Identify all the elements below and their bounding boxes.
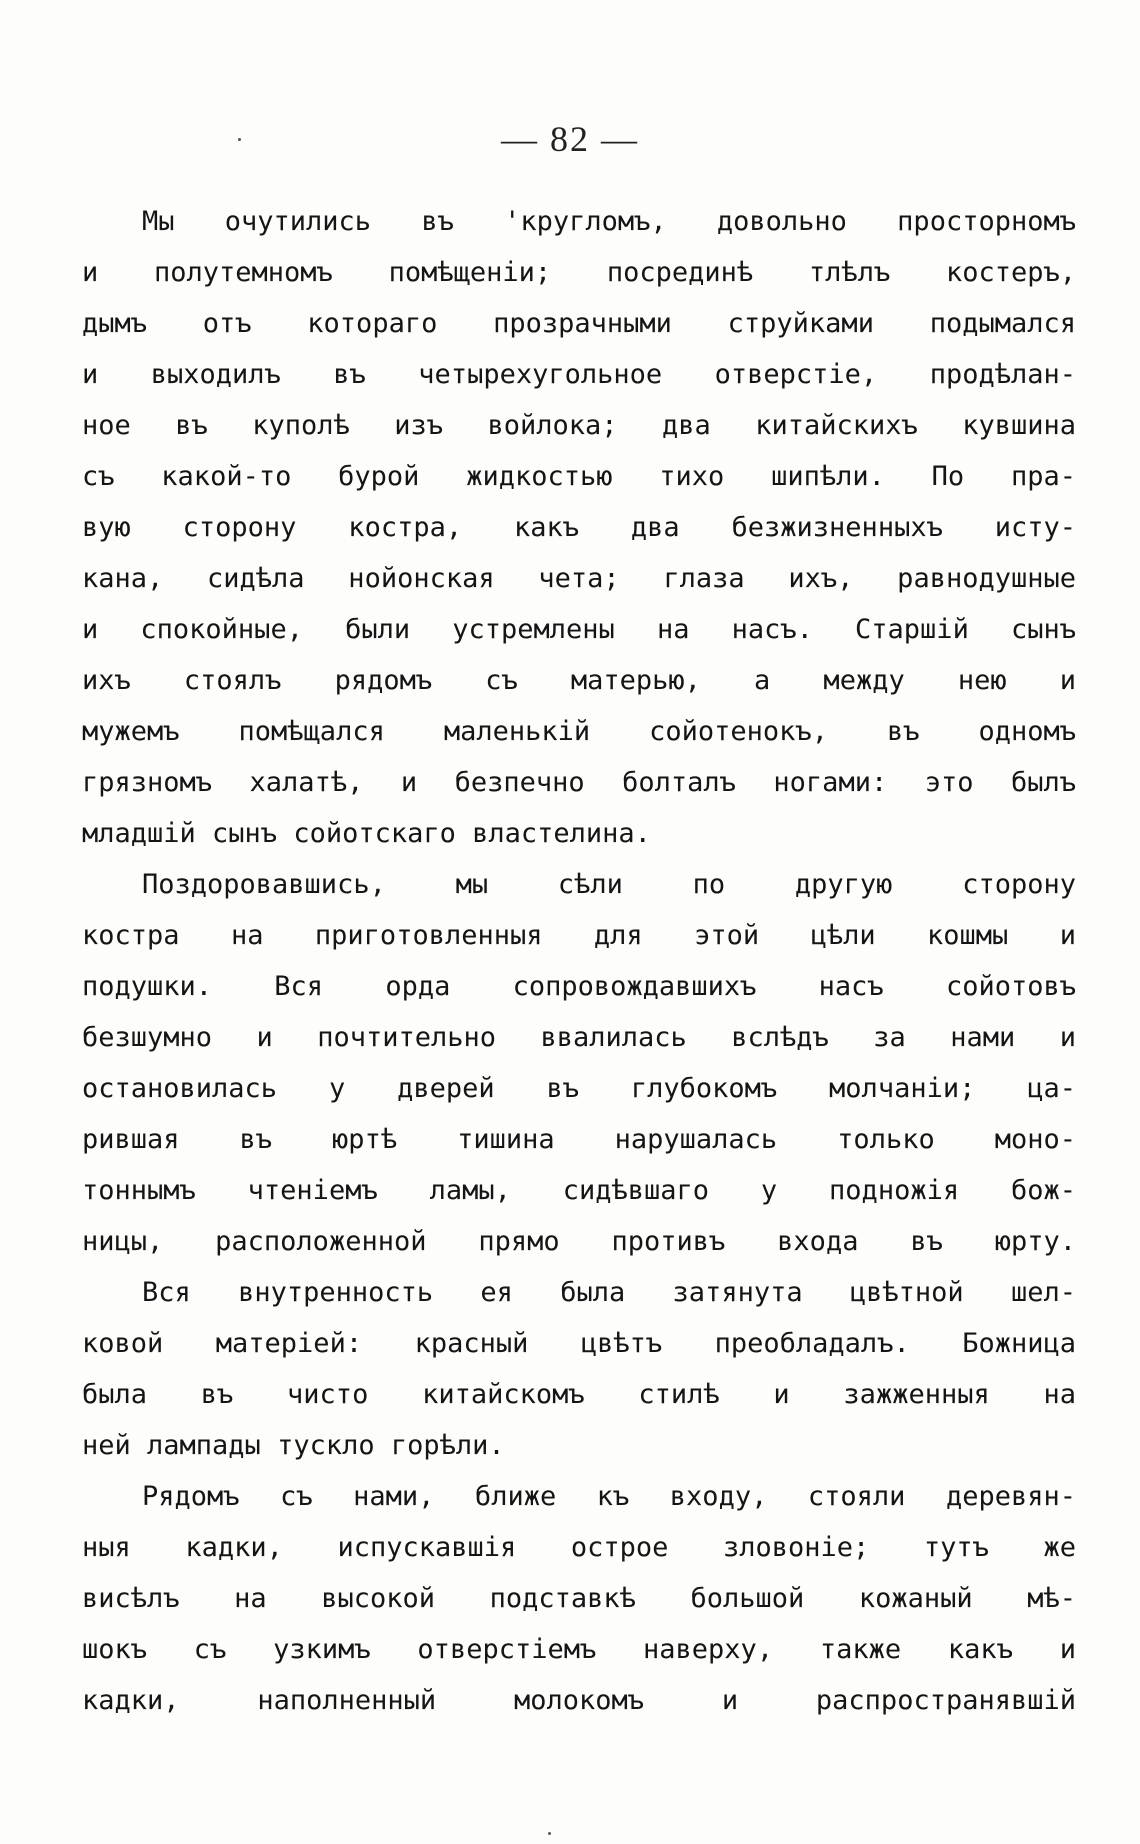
text-line: ныя кадки, испускавшiя острое зловонiе; тутъ же [82,1532,1076,1563]
text-line: тоннымъ чтенiемъ ламы, сидѣвшаго у подножiя бож- [82,1175,1076,1206]
text-line: мужемъ помѣщался маленькiй сойотенокъ, въ одномъ [82,716,1076,747]
text-line: безшумно и почтительно ввалилась вслѣдъ за нами и [82,1022,1076,1053]
text-line: дымъ отъ котораго прозрачными струйками подымался [82,308,1076,339]
text-line: остановилась у дверей въ глубокомъ молчанiи; ца- [82,1073,1076,1104]
text-line: Поздоровавшись, мы сѣли по другую сторону [142,869,1076,900]
paragraph-2 [82,859,1076,1267]
text-line: вую сторону костра, какъ два безжизненныхъ исту- [82,512,1076,543]
text-line: съ какой-то бурой жидкостью тихо шипѣли. По пра- [82,461,1076,492]
text-line: Рядомъ съ нами, ближе къ входу, стояли деревян- [142,1481,1076,1512]
text-line: была въ чисто китайскомъ стилѣ и зажженныя на [82,1379,1076,1410]
paragraph-4 [82,1471,1076,1726]
text-line: шокъ съ узкимъ отверстiемъ наверху, также какъ и [82,1634,1076,1665]
text-line: грязномъ халатѣ, и безпечно болталъ ногами: это былъ [82,767,1076,798]
text-line: костра на приготовленныя для этой цѣли кошмы и [82,920,1076,951]
text-line: и выходилъ въ четырехугольное отверстiе, продѣлан- [82,359,1076,390]
print-speck-mark [238,138,241,141]
text-line: кадки, наполненный молокомъ и распространявшiй [82,1685,1076,1716]
paragraph-3 [82,1267,1076,1471]
text-line: висѣлъ на высокой подставкѣ большой кожаный мѣ- [82,1583,1076,1614]
paragraph-1 [82,196,1076,859]
text-line: младшiй сынъ сойотскаго властелина. [82,818,651,849]
text-line: ней лампады тускло горѣли. [82,1430,505,1461]
text-line: и полутемномъ помѣщенiи; посрединѣ тлѣлъ костеръ, [82,257,1076,288]
text-line: ницы, расположенной прямо противъ входа въ юрту. [82,1226,1076,1257]
text-line: ихъ стоялъ рядомъ съ матерью, а между нею и [82,665,1076,696]
print-speck-mark [548,1832,551,1835]
text-line: Мы очутились въ 'кругломъ, довольно просторномъ [142,206,1076,237]
text-line: рившая въ юртѣ тишина нарушалась только моно- [82,1124,1076,1155]
text-line: подушки. Вся орда сопровождавшихъ насъ сойотовъ [82,971,1076,1002]
text-line: Вся внутренность ея была затянута цвѣтной шел- [142,1277,1076,1308]
page-number: — 82 — [501,119,639,159]
main-text [82,196,1076,1726]
text-line: кана, сидѣла нойонская чета; глаза ихъ, равнодушные [82,563,1076,594]
text-line: ковой матерiей: красный цвѣтъ преобладалъ. Божница [82,1328,1076,1359]
text-line: и спокойные, были устремлены на насъ. Старшiй сынъ [82,614,1076,645]
text-line: ное въ куполѣ изъ войлока; два китайскихъ кувшина [82,410,1076,441]
